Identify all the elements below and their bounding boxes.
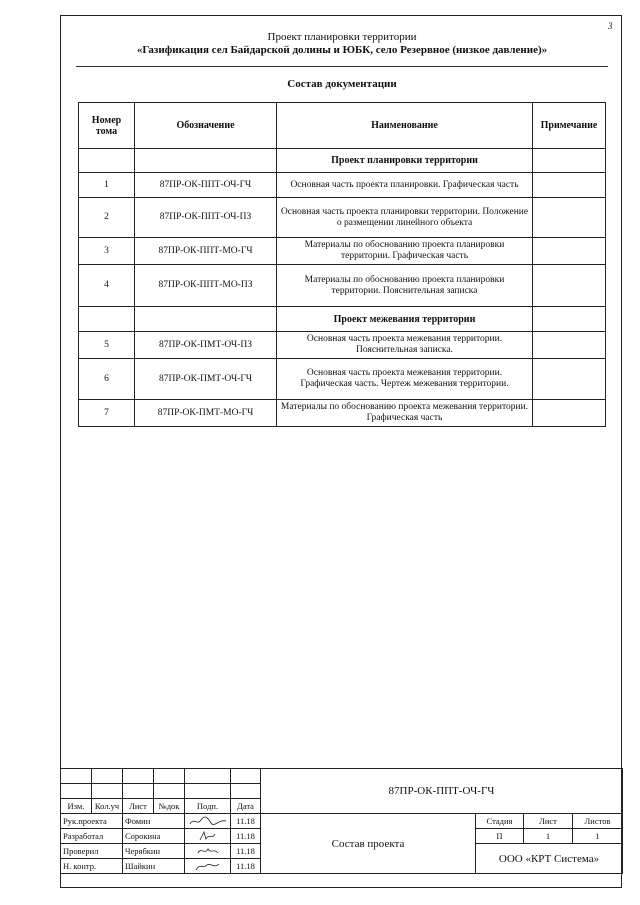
volume-code: 87ПР-ОК-ППТ-МО-ГЧ [135,238,277,265]
col-label-sheet: Лист [123,799,154,814]
sign-date: 11.18 [231,844,261,859]
title-block-cell [185,769,231,784]
volume-note [533,359,606,400]
signature-scribble [188,860,228,872]
table-cell [135,307,277,332]
title-block [60,768,623,874]
sheet-label: Лист [524,814,573,829]
table-row [79,173,606,198]
role-label: Н. контр. [61,859,123,874]
volume-number: 7 [79,400,135,427]
table-row [79,400,606,427]
table-header-row [79,103,606,149]
volume-name: Основная часть проекта планировки. Графическая часть [277,173,533,198]
volume-note [533,173,606,198]
col-label-doc-number: №док [154,799,185,814]
volume-code: 87ПР-ОК-ППТ-ОЧ-ГЧ [135,173,277,198]
volume-number: 3 [79,238,135,265]
person-name: Сорокина [123,829,185,844]
volume-number: 4 [79,265,135,307]
volume-code: 87ПР-ОК-ППТ-ОЧ-ПЗ [135,198,277,238]
table-cell [533,149,606,173]
volume-note [533,400,606,427]
sheet-value: 1 [524,829,573,844]
title-block-cell [231,784,261,799]
signature-scribble [188,815,228,827]
title-block-cell [123,769,154,784]
table-row [79,332,606,359]
signature [185,859,231,874]
volume-code: 87ПР-ОК-ППТ-МО-ПЗ [135,265,277,307]
table-section-row [79,149,606,173]
table-cell [79,307,135,332]
sign-date: 11.18 [231,829,261,844]
title-block-cell [154,784,185,799]
title-block-cell [92,769,123,784]
title-block-cell [123,784,154,799]
person-name: Черябкин [123,844,185,859]
role-label: Разработал [61,829,123,844]
volume-note [533,198,606,238]
volume-number: 2 [79,198,135,238]
column-header-volume: Номер тома [79,103,135,149]
signature [185,829,231,844]
documentation-table [78,102,606,427]
sheets-value: 1 [573,829,623,844]
volume-note [533,265,606,307]
header-project-name: «Газификация сел Байдарской долины и ЮБК, село Резервное (низкое давление)» [136,44,548,56]
document-title: Состав документации [287,78,397,90]
stage-label: Стадия [476,814,524,829]
sign-date: 11.18 [231,859,261,874]
col-label-signature: Подп. [185,799,231,814]
header-project-type: Проект планировки территории [267,31,417,43]
volume-name: Основная часть проекта межевания территории. Пояснительная записка. [277,332,533,359]
role-label: Рук.проекта [61,814,123,829]
signature-scribble [188,830,228,842]
section-title: Проект межевания территории [277,307,533,332]
table-row [79,359,606,400]
table-cell [79,149,135,173]
col-label-change: Изм. [61,799,92,814]
table-row [79,238,606,265]
signature-scribble [188,845,228,857]
document-name: Состав проекта [261,814,476,874]
title-block-cell [61,784,92,799]
company-name: ООО «КРТ Система» [476,844,623,874]
sheets-label: Листов [573,814,623,829]
title-block-cell [185,784,231,799]
table-cell [533,307,606,332]
section-title: Проект планировки территории [277,149,533,173]
column-header-note: Примечание [533,103,606,149]
title-block-cell [154,769,185,784]
col-label-count: Кол.уч [92,799,123,814]
volume-name: Материалы по обоснованию проекта межевания территории. Графическая часть [277,400,533,427]
page-number: 3 [608,21,613,31]
volume-code: 87ПР-ОК-ПМТ-МО-ГЧ [135,400,277,427]
volume-code: 87ПР-ОК-ПМТ-ОЧ-ГЧ [135,359,277,400]
volume-note [533,332,606,359]
person-name: Шайкин [123,859,185,874]
volume-number: 1 [79,173,135,198]
column-header-code: Обозначение [135,103,277,149]
volume-name: Материалы по обоснованию проекта планировки территории. Графическая часть [277,238,533,265]
volume-number: 5 [79,332,135,359]
table-section-row [79,307,606,332]
volume-code: 87ПР-ОК-ПМТ-ОЧ-ПЗ [135,332,277,359]
header-divider [76,66,608,67]
document-code: 87ПР-ОК-ППТ-ОЧ-ГЧ [261,769,623,814]
volume-name: Основная часть проекта планировки территории. Положение о размещении линейного объекта [277,198,533,238]
title-block-cell [231,769,261,784]
volume-name: Основная часть проекта межевания территории. Графическая часть. Чертеж межевания территории. [277,359,533,400]
volume-number: 6 [79,359,135,400]
table-row [79,265,606,307]
sign-date: 11.18 [231,814,261,829]
person-name: Фомин [123,814,185,829]
table-cell [135,149,277,173]
role-label: Проверил [61,844,123,859]
signature [185,844,231,859]
volume-name: Материалы по обоснованию проекта планировки территории. Пояснительная записка [277,265,533,307]
title-block-cell [92,784,123,799]
signature [185,814,231,829]
table-row [79,198,606,238]
column-header-name: Наименование [277,103,533,149]
stage-value: П [476,829,524,844]
col-label-date: Дата [231,799,261,814]
title-block-cell [61,769,92,784]
volume-note [533,238,606,265]
